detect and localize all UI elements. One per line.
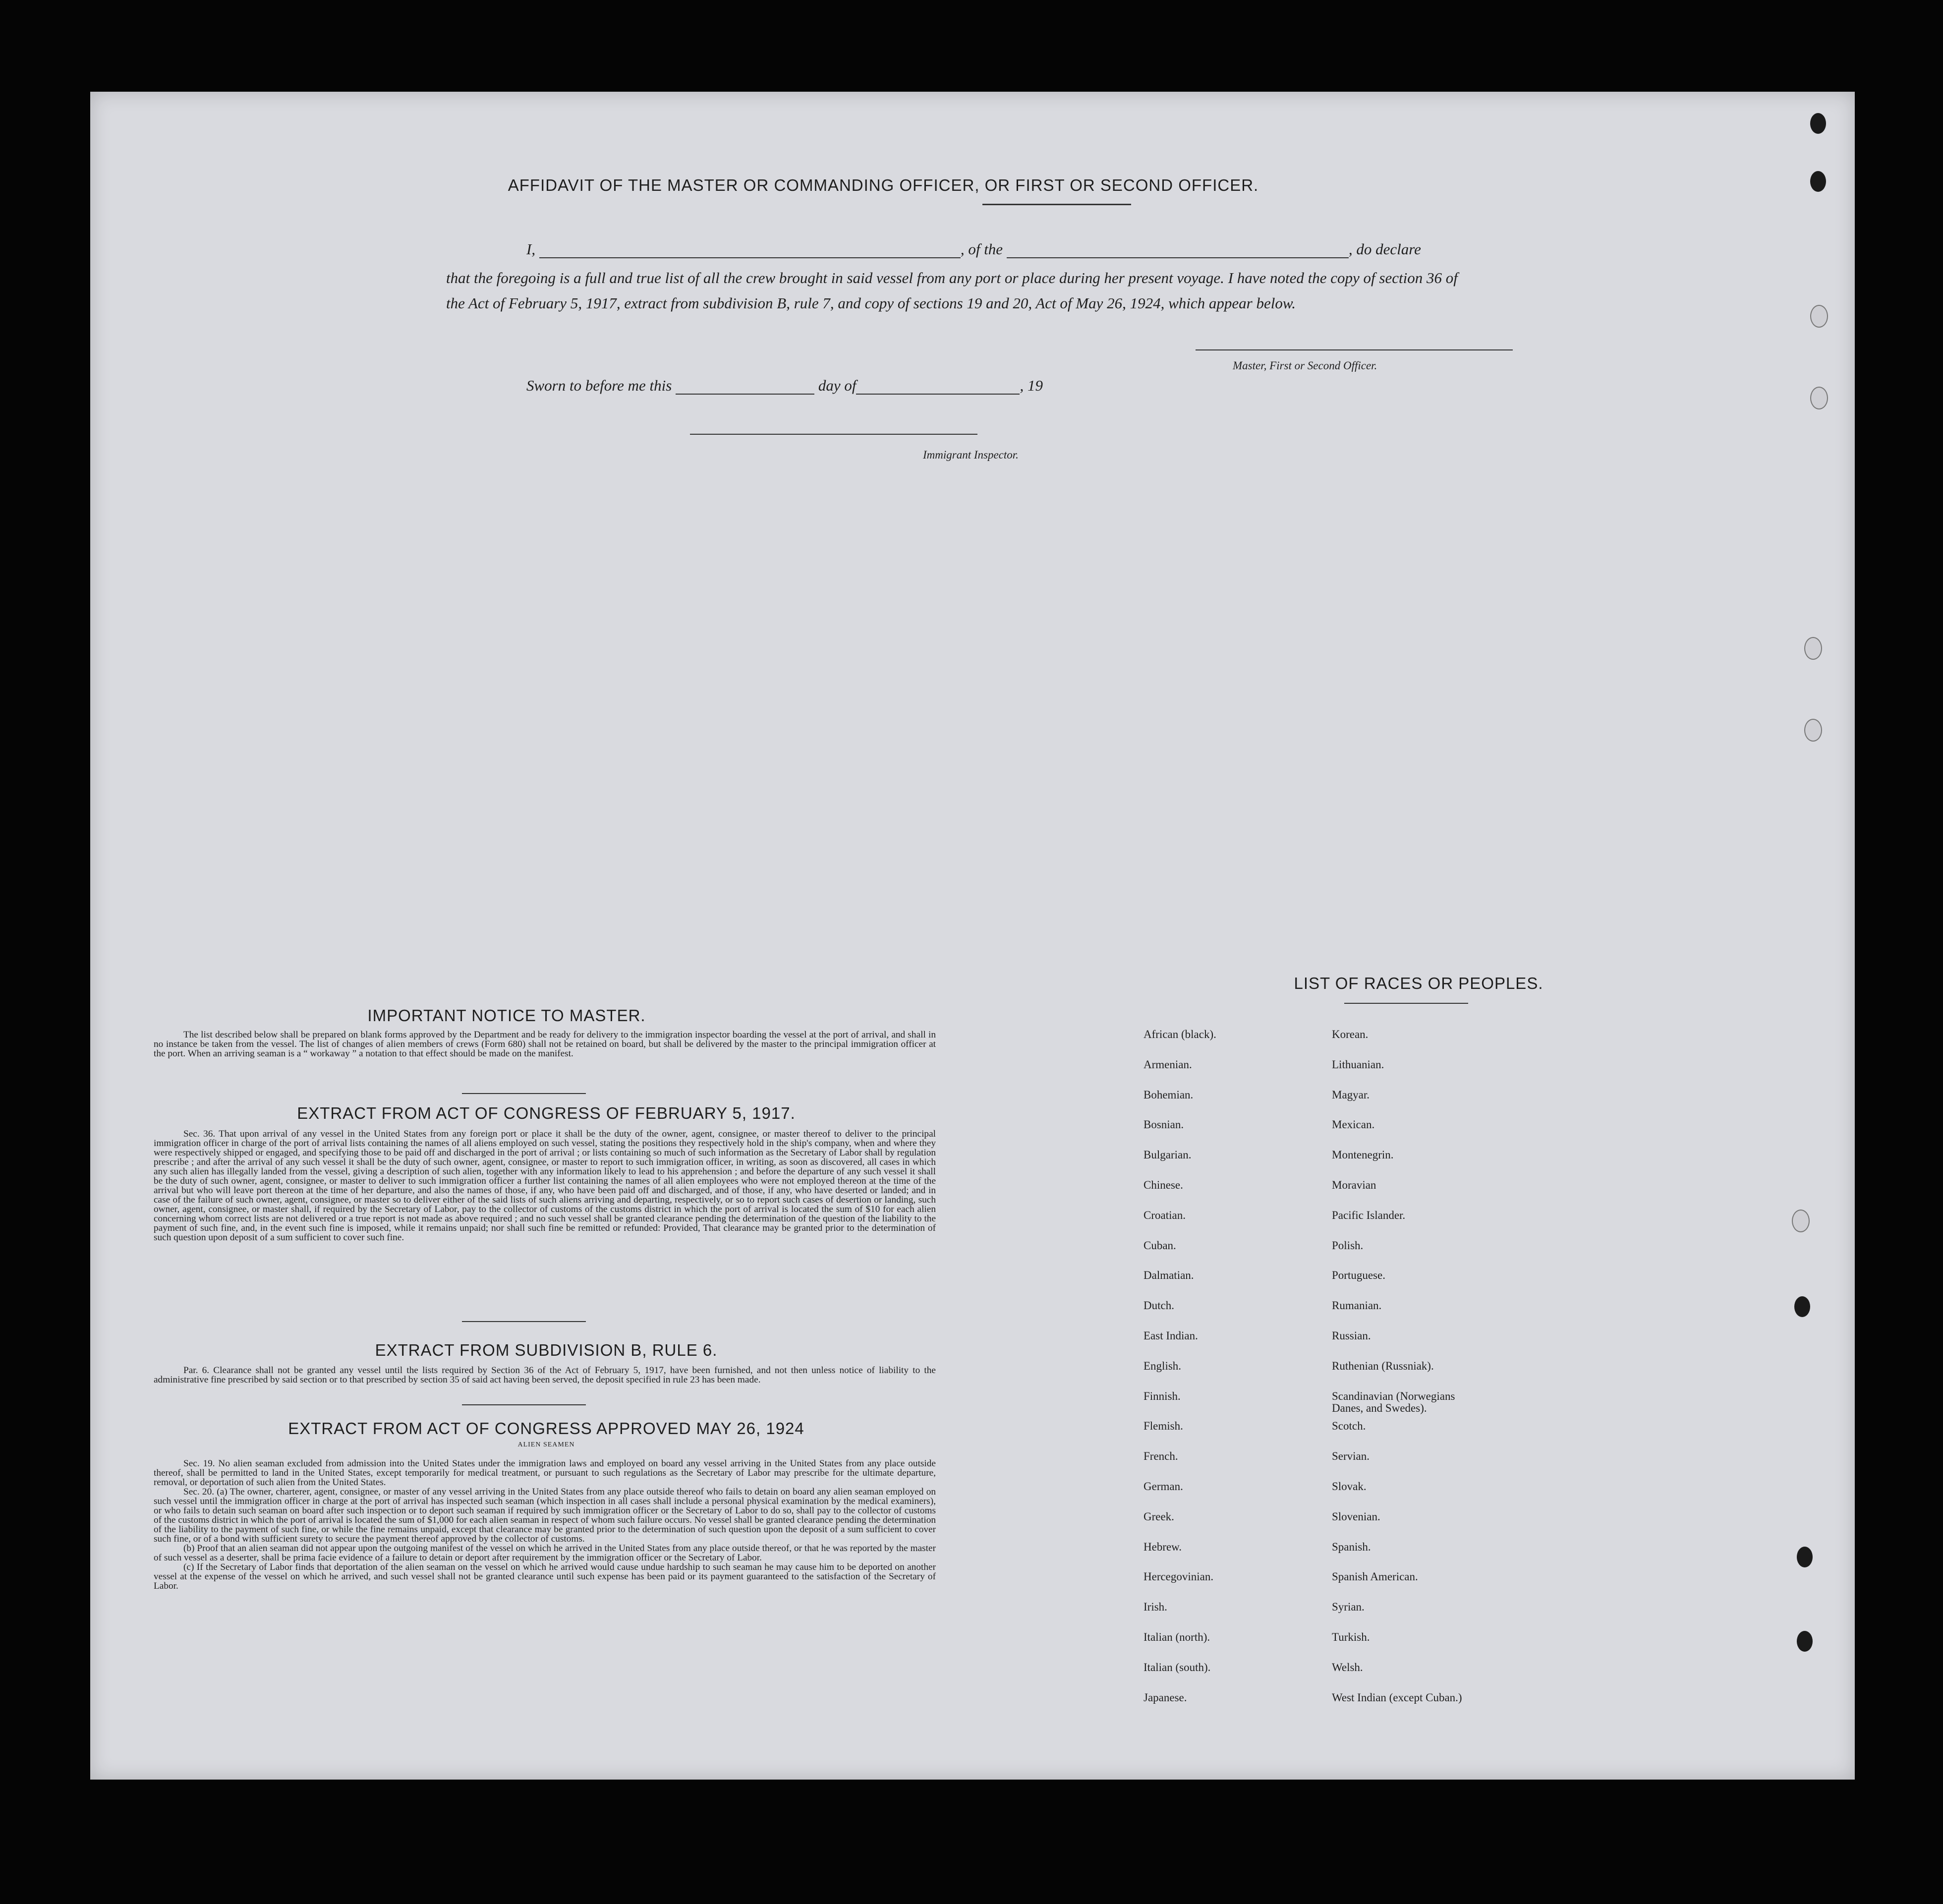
document-page [90, 92, 1855, 1780]
declarant-prefix: I, [526, 240, 536, 258]
sec-20c-text: (c) If the Secretary of Labor finds that deportation of the alien seaman on the vessel on which he arrived would cause undue hardship to such seaman he may cause him to be deported on another vessel at the expense of the vessel on which he arrived, and such vessel shall not be granted clearance until such expense has been paid or its payment guaranteed to the satisfaction of the Secretary of Labor. [154, 1562, 936, 1591]
binder-hole [1810, 113, 1826, 134]
sec-20b-text: (b) Proof that an alien seaman did not appear upon the outgoing manifest of the vessel on which he arrived in the United States from any place outside thereof, or that he was reported by the master of such vessel as a deserter, shall be prima facie evidence of a failure to detain or deport after requirement by the immigration officer or the Secretary of Labor. [154, 1543, 936, 1563]
extract-1924-title: EXTRACT FROM ACT OF CONGRESS APPROVED MAY 26, 1924 [288, 1419, 804, 1438]
race-item: Bohemian. [1143, 1088, 1194, 1101]
race-item: Pacific Islander. [1332, 1209, 1406, 1221]
binder-hole [1794, 1296, 1810, 1317]
race-item: Armenian. [1143, 1058, 1192, 1071]
races-rule [1344, 1003, 1468, 1004]
binder-hole [1804, 637, 1822, 660]
sec-20a-text: Sec. 20. (a) The owner, charterer, agent, consignee, or master of any vessel arriving in the United States from any place outside thereof who fails to detain on board any alien seaman employed on such vessel until the immigration officer in charge at the port of arrival has inspected such seaman (which inspection in all cases shall include a personal physical examination by the medical examiners), or who fails to detain such seaman on board after such inspection or to deport such seaman if required by such immigration officer or the Secretary of Labor to do so, shall pay to the collector of customs of the customs district in which the port of arrival is located the sum of $1,000 for each alien seaman in respect of whom such failure occurs. No vessel shall be granted clearance pending the determination of the liability to the payment of such fine, or while the fine remains unpaid, except that clearance may be granted prior to the determination of such question upon the deposit of a sum sufficient to cover such fine, or of a bond with sufficient surety to secure the payment thereof approved by the collector of customs. [154, 1487, 936, 1544]
sworn-day-field[interactable] [676, 379, 814, 395]
of-the-label: , of the [960, 240, 1003, 258]
rule6-title: EXTRACT FROM SUBDIVISION B, RULE 6. [375, 1341, 718, 1359]
title-rule [982, 204, 1131, 205]
binder-hole [1810, 171, 1826, 192]
race-item: Spanish. [1332, 1540, 1371, 1553]
race-item: Finnish. [1143, 1389, 1181, 1402]
race-item: Flemish. [1143, 1420, 1183, 1433]
race-item: Cuban. [1143, 1239, 1176, 1252]
sec-19-text: Sec. 19. No alien seaman excluded from admission into the United States under the immigration laws and employed on board any vessel arriving in the United States from any place outside thereof, shall be permitted to land in the United States, except temporarily for medical treatment, or pursuant to such regulations as the Secretary of Labor may prescribe for the ultimate departure, removal, or deportation of such alien from the United States. [154, 1458, 936, 1488]
bleed-through [536, 449, 1835, 468]
race-item: Greek. [1143, 1510, 1174, 1523]
race-item: French. [1143, 1450, 1178, 1463]
rule6-text: Par. 6. Clearance shall not be granted any vessel until the lists required by Section 36 of the Act of February 5, 1917, have been furnished, and not then unless notice of liability to the administrative fine prescribed by said section or to that prescribed by section 35 of said act having been served, the deposit specified in rule 23 has been made. [154, 1365, 936, 1385]
extract-1917-rule [462, 1321, 586, 1322]
vessel-name-field[interactable] [1007, 242, 1349, 258]
race-item: Hercegovinian. [1143, 1570, 1214, 1583]
race-item: Russian. [1332, 1329, 1371, 1342]
binder-hole [1792, 1210, 1810, 1232]
day-of-label: day of [818, 377, 857, 394]
signature-line[interactable] [1196, 349, 1513, 350]
notice-body [154, 1030, 936, 1058]
races-title: LIST OF RACES OR PEOPLES. [1294, 974, 1543, 992]
binder-hole [1797, 1547, 1813, 1567]
race-item: Korean. [1332, 1028, 1369, 1040]
race-item: Ruthenian (Russniak). [1332, 1359, 1434, 1372]
inspector-signature-line[interactable] [690, 434, 977, 435]
race-item: Rumanian. [1332, 1299, 1382, 1312]
binder-hole [1804, 719, 1822, 742]
binder-hole [1810, 387, 1828, 409]
declare-label: , do declare [1348, 240, 1421, 258]
extract-1917-text: Sec. 36. That upon arrival of any vessel in the United States from any foreign port or place it shall be the duty of the owner, agent, consignee, or master thereof to deliver to the principal immigration officer in charge of the port of arrival lists containing the names of all aliens employed on such vessel, stating the positions they respectively hold in the ship's company, when and where they were respectively shipped or engaged, and specifying those to be paid off and discharged in the port of arrival ; or lists containing so much of such information as the Secretary of Labor shall by regulation prescribe ; and after the arrival of any such vessel it shall be the duty of such owner, agent, consignee, or master to report to such immigration officer, in writing, as soon as discovered, all cases in which any such alien has illegally landed from the vessel, giving a description of such alien, together with any information likely to lead to his apprehension ; and before the departure of any such vessel it shall be the duty of such owner, agent, consignee, or master to deliver to such immigration officer a further list containing the names of all alien employees who were not employed thereon at the time of the arrival but who will leave port thereon at the time of her departure, and also the names of those, if any, who have been paid off and discharged, and of those, if any, who have deserted or landed; and in case of the failure of such owner, agent, consignee, or master so to deliver either of the said lists of such aliens arriving and departing, respectively, or so to report such cases of desertion or landing, such owner, agent, consignee, or master shall, if required by the Secretary of Labor, pay to the collector of customs of the customs district in which the port of arrival is located the sum of $10 for each alien concerning whom correct lists are not delivered or a true report is not made as above required ; and no such vessel shall be granted clearance pending the determination of the question of the liability to the payment of such fine, and, in the event such fine is imposed, while it remains unpaid; nor shall such fine be remitted or refunded: Provided, That clearance may be granted prior to the determination of such question upon deposit of a sum sufficient to cover such fine. [154, 1129, 936, 1243]
race-item: Scotch. [1332, 1420, 1366, 1433]
extract-1924-body [154, 1459, 936, 1591]
race-item: Bulgarian. [1143, 1149, 1192, 1161]
race-item: Magyar. [1332, 1088, 1370, 1101]
declarant-name-field[interactable] [539, 242, 961, 258]
race-item: Hebrew. [1143, 1540, 1182, 1553]
race-item: Servian. [1332, 1450, 1370, 1463]
race-item: Moravian [1332, 1179, 1376, 1191]
notice-text: The list described below shall be prepared on blank forms approved by the Department and be ready for delivery to the immigration inspector boarding the vessel at the port of arrival, and shall in no instance be taken from the vessel. The list of changes of alien members of crews (Form 680) shall not be retained on board, but shall be delivered by the master to the principal immigration officer at the port. When an arriving seaman is a “ workaway ” a notation to that effect should be made on the manifest. [154, 1030, 936, 1059]
binder-hole [1810, 305, 1828, 328]
race-item: Japanese. [1143, 1691, 1187, 1704]
affidavit-title: AFFIDAVIT OF THE MASTER OR COMMANDING OFFICER, OR FIRST OR SECOND OFFICER. [508, 176, 1259, 194]
alien-seamen-subtitle: ALIEN SEAMEN [517, 1441, 575, 1448]
race-item: Chinese. [1143, 1179, 1183, 1191]
race-item: Dalmatian. [1143, 1269, 1194, 1282]
race-item: Dutch. [1143, 1299, 1174, 1312]
race-item: Bosnian. [1143, 1118, 1184, 1131]
race-item: Mexican. [1332, 1118, 1375, 1131]
declaration-line [526, 240, 1421, 258]
race-item: Turkish. [1332, 1631, 1370, 1643]
extract-1917-body [154, 1129, 936, 1242]
race-item: Italian (south). [1143, 1661, 1211, 1673]
race-item: Polish. [1332, 1239, 1364, 1252]
race-item: Slovenian. [1332, 1510, 1380, 1523]
sworn-month-field[interactable] [856, 379, 1020, 395]
race-item: Montenegrin. [1332, 1149, 1394, 1161]
race-item: Italian (north). [1143, 1631, 1210, 1643]
rule6-body [154, 1366, 936, 1385]
extract-1917-title: EXTRACT FROM ACT OF CONGRESS OF FEBRUARY 5, 1917. [297, 1104, 796, 1122]
year-prefix: , 19 [1020, 377, 1043, 394]
race-item: Lithuanian. [1332, 1058, 1384, 1071]
sworn-line [526, 377, 1043, 395]
race-item: Spanish American. [1332, 1570, 1418, 1583]
race-item: West Indian (except Cuban.) [1332, 1691, 1462, 1704]
race-item: East Indian. [1143, 1329, 1198, 1342]
race-item: African (black). [1143, 1028, 1216, 1040]
race-item: Croatian. [1143, 1209, 1186, 1221]
race-item: Scandinavian (Norwegians Danes, and Swedes). [1332, 1389, 1455, 1414]
race-item: English. [1143, 1359, 1182, 1372]
inspector-caption: Immigrant Inspector. [923, 449, 1019, 461]
race-item: Welsh. [1332, 1661, 1363, 1673]
race-item: Portuguese. [1332, 1269, 1385, 1282]
signer-caption: Master, First or Second Officer. [1233, 359, 1377, 372]
race-item: Irish. [1143, 1601, 1167, 1614]
sworn-label: Sworn to before me this [526, 377, 672, 394]
rule6-rule [462, 1404, 586, 1405]
binder-hole [1797, 1631, 1813, 1652]
race-item: Slovak. [1332, 1480, 1367, 1493]
race-item: German. [1143, 1480, 1183, 1493]
race-item: Syrian. [1332, 1601, 1365, 1614]
notice-rule [462, 1093, 586, 1094]
affidavit-body: that the foregoing is a full and true list of all the crew brought in said vessel from any port or place during her present voyage. I have noted the copy of section 36 of the Act of February 5, 1917, extract from subdivision B, rule 7, and copy of sections 19 and 20, Act of May 26, 1924, which appear below. [446, 269, 1458, 312]
notice-title: IMPORTANT NOTICE TO MASTER. [367, 1006, 646, 1025]
